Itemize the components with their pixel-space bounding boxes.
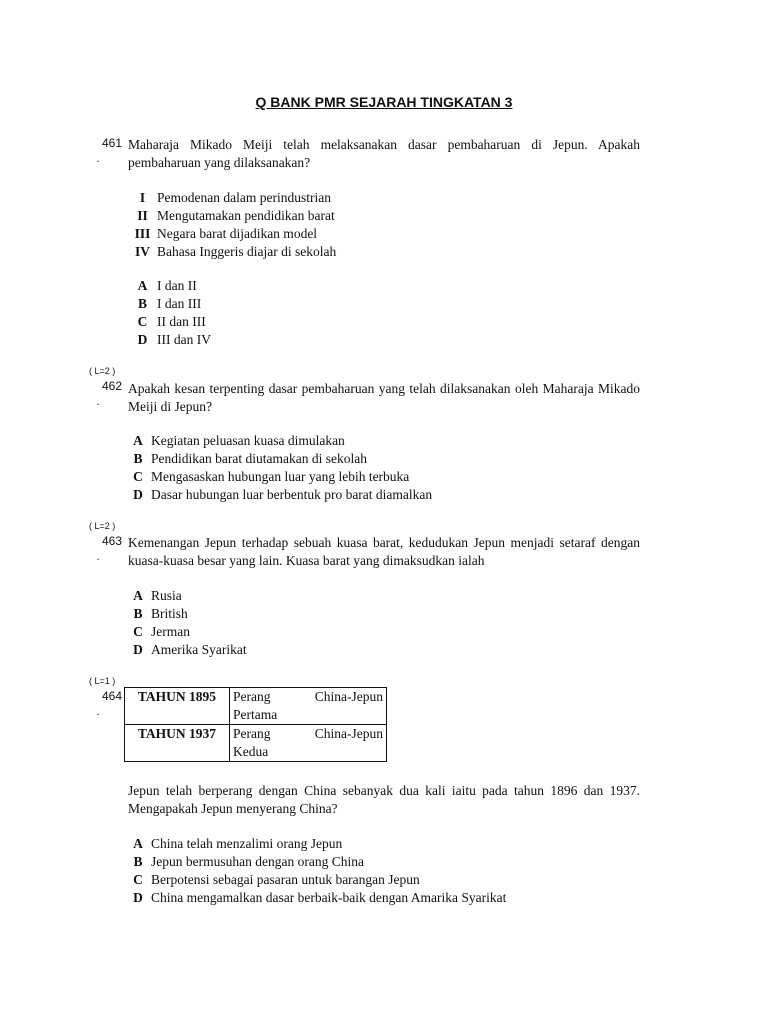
statement-key: III (134, 226, 151, 241)
table-row (125, 688, 387, 725)
question-stem: Maharaja Mikado Meiji telah melaksanakan dasar pembaharuan di Jepun. Apakah pembaharuan yang dilaksanakan? (128, 137, 640, 170)
option-text: Rusia (151, 588, 182, 603)
option-key: D (133, 890, 143, 905)
statement-text: Bahasa Inggeris diajar di sekolah (157, 244, 337, 259)
option-text: British (151, 606, 188, 621)
table-event-cell (230, 688, 387, 725)
option-list (128, 432, 432, 504)
statement-text: Negara barat dijadikan model (157, 226, 318, 241)
option-key: D (133, 487, 143, 502)
option-item (128, 889, 506, 907)
event-parties: China-Jepun (314, 689, 383, 704)
option-item (128, 432, 432, 450)
option-item (128, 623, 247, 641)
statement-key: IV (134, 244, 150, 259)
option-item (128, 277, 211, 295)
option-item (128, 871, 506, 889)
statement-item (128, 225, 336, 243)
statement-key: II (137, 208, 148, 223)
difficulty-level: ( L=2 ) (89, 521, 116, 531)
option-key: B (133, 854, 143, 869)
option-text: I dan III (157, 296, 202, 311)
option-text: China telah menzalimi orang Jepun (151, 836, 343, 851)
question-number: 462 (101, 379, 122, 393)
question-stem: Jepun telah berperang dengan China sebanyak dua kali iaitu pada tahun 1896 dan 1937. Mengapakah Jepun menyerang China? (128, 783, 640, 816)
statement-text: Pemodenan dalam perindustrian (157, 190, 331, 205)
war-year-table (124, 687, 387, 762)
option-text: I dan II (157, 278, 197, 293)
option-key: C (133, 624, 143, 639)
option-text: Berpotensi sebagai pasaran untuk barangan Jepun (151, 872, 420, 887)
option-item (128, 331, 211, 349)
question-dot: . (96, 153, 100, 165)
option-key: B (133, 451, 143, 466)
difficulty-level: ( L=2 ) (89, 366, 116, 376)
statement-item (128, 189, 336, 207)
option-item (128, 587, 247, 605)
option-item (128, 641, 247, 659)
statement-text: Mengutamakan pendidikan barat (157, 208, 335, 223)
option-key: B (133, 606, 143, 621)
option-key: B (137, 296, 147, 311)
statement-key: I (139, 190, 146, 205)
option-key: D (133, 642, 143, 657)
option-list (128, 835, 506, 907)
option-text: Pendidikan barat diutamakan di sekolah (151, 451, 367, 466)
event-war: Perang (233, 726, 271, 741)
option-key: A (133, 433, 143, 448)
statement-item (128, 243, 336, 261)
table-event-cell (230, 725, 387, 762)
event-order: Kedua (233, 744, 269, 759)
question-number: 463 (101, 534, 122, 548)
option-item (128, 835, 506, 853)
option-key: C (133, 469, 143, 484)
option-item (128, 313, 211, 331)
event-order: Pertama (233, 707, 278, 722)
option-text: Jepun bermusuhan dengan orang China (151, 854, 364, 869)
event-parties: China-Jepun (314, 726, 383, 741)
statement-list (128, 189, 336, 261)
difficulty-level: ( L=1 ) (89, 676, 116, 686)
option-key: A (133, 836, 143, 851)
table-year-cell: TAHUN 1937 (125, 725, 230, 762)
question-number: 461 (101, 136, 122, 150)
option-item (128, 468, 432, 486)
option-text: III dan IV (157, 332, 211, 347)
table-row (125, 725, 387, 762)
option-text: Jerman (151, 624, 190, 639)
option-text: II dan III (157, 314, 206, 329)
option-key: A (133, 588, 143, 603)
option-item (128, 450, 432, 468)
statement-item (128, 207, 336, 225)
option-text: Kegiatan peluasan kuasa dimulakan (151, 433, 345, 448)
option-item (128, 605, 247, 623)
option-item (128, 486, 432, 504)
option-key: A (137, 278, 148, 293)
option-key: D (137, 332, 148, 347)
option-key: C (133, 872, 143, 887)
option-text: Mengasaskan hubungan luar yang lebih terbuka (151, 469, 410, 484)
question-dot: . (96, 706, 100, 718)
question-dot: . (96, 551, 100, 563)
option-text: Dasar hubungan luar berbentuk pro barat diamalkan (151, 487, 433, 502)
page-title: Q BANK PMR SEJARAH TINGKATAN 3 (255, 94, 513, 110)
option-key: C (137, 314, 148, 329)
option-item (128, 853, 506, 871)
event-war: Perang (233, 689, 271, 704)
option-item (128, 295, 211, 313)
option-text: China mengamalkan dasar berbaik-baik dengan Amarika Syarikat (151, 890, 507, 905)
question-number: 464 (101, 689, 122, 703)
table-year-cell: TAHUN 1895 (125, 688, 230, 725)
question-stem: Kemenangan Jepun terhadap sebuah kuasa barat, kedudukan Jepun menjadi setaraf dengan kuasa-kuasa besar yang lain. Kuasa barat yang dimaksudkan ialah (128, 535, 640, 568)
question-dot: . (96, 396, 100, 408)
option-list (128, 587, 247, 659)
question-stem: Apakah kesan terpenting dasar pembaharuan yang telah dilaksanakan oleh Maharaja Mikado Meiji di Jepun? (128, 381, 640, 414)
option-text: Amerika Syarikat (151, 642, 247, 657)
option-list (128, 277, 211, 349)
